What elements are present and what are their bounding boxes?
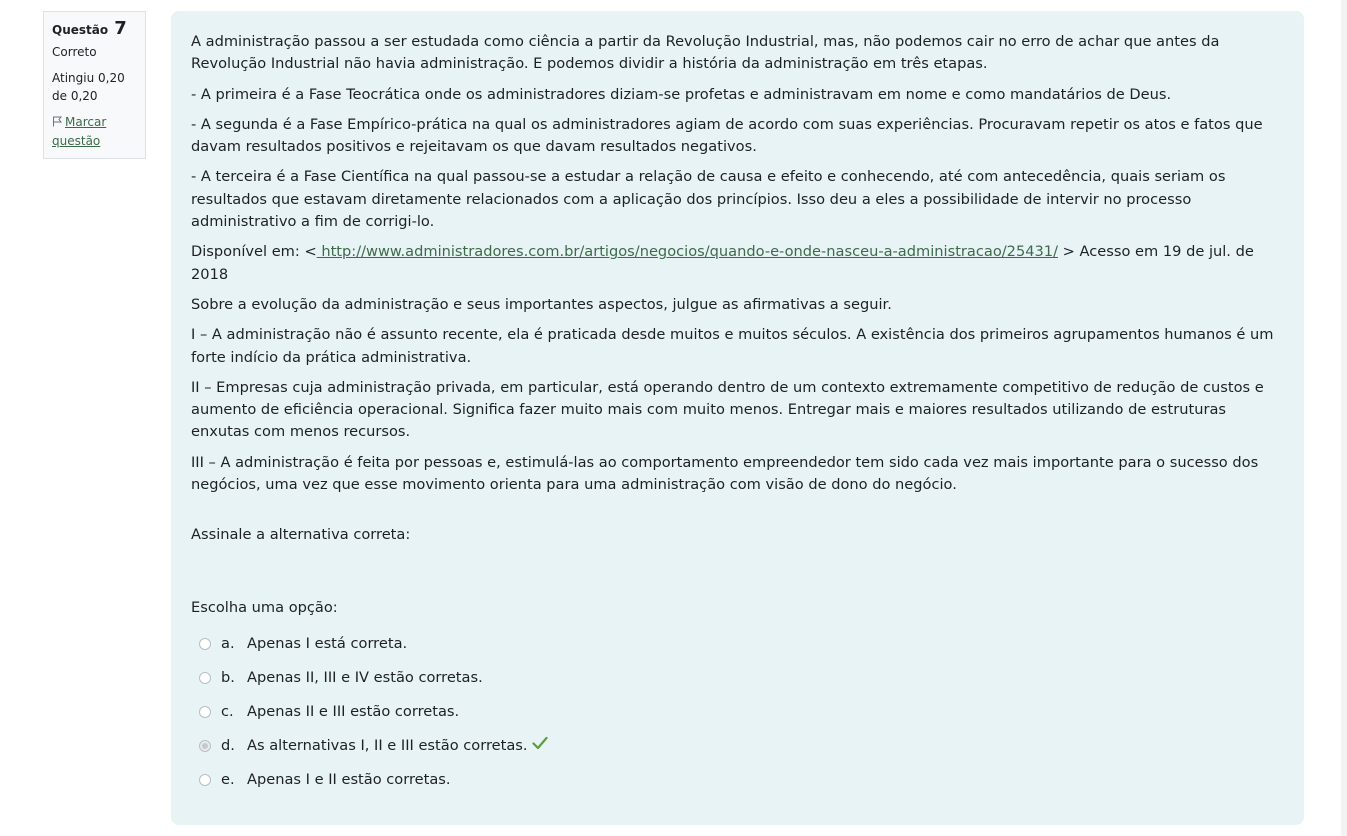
option-e[interactable] bbox=[199, 763, 1284, 797]
question-number-value: 7 bbox=[114, 18, 127, 39]
option-text: Apenas I e II estão corretas. bbox=[247, 770, 451, 788]
scrollbar-track[interactable] bbox=[1341, 0, 1347, 836]
question-label: Questão bbox=[52, 23, 109, 37]
option-text: As alternativas I, II e III estão corretas. bbox=[247, 736, 528, 754]
option-d[interactable] bbox=[199, 729, 1284, 763]
statement-iii: III – A administração é feita por pessoas e, estimulá-las ao comportamento empreendedor tem sido cada vez mais importante para o sucesso dos negócios, uma vez que esse movimento orienta para uma administração com visão de dono do negócio. bbox=[191, 453, 1259, 494]
question-prompt: Assinale a alternativa correta: bbox=[191, 526, 411, 544]
option-e-radio[interactable] bbox=[199, 774, 211, 786]
phase-3-paragraph: - A terceira é a Fase Científica na qual passou-se a estudar a relação de causa e efeito e conhecendo, até com antecedência, quais seriam os resultados que estavam diretamente relacionados com a aplicação dos princípios. Isso deu a eles a possibilidade de intervir no processo administrativo a fim de corrigi-lo. bbox=[191, 168, 1226, 231]
grade-line-1: Atingiu 0,20 bbox=[52, 71, 125, 85]
option-letter: e. bbox=[221, 770, 235, 788]
option-text: Apenas I está correta. bbox=[247, 634, 408, 652]
phase-1-paragraph: - A primeira é a Fase Teocrática onde os administradores diziam-se profetas e administravam em nome e como mandatários de Deus. bbox=[191, 85, 1172, 103]
answer-options bbox=[191, 627, 1284, 797]
source-paragraph bbox=[191, 241, 1284, 286]
flag-link-line-1[interactable]: Marcar bbox=[65, 115, 107, 129]
option-c[interactable] bbox=[199, 695, 1284, 729]
question-number bbox=[52, 20, 137, 39]
phase-2-paragraph: - A segunda é a Fase Empírico-prática na qual os administradores agiam de acordo com suas experiências. Procuravam repetir os atos e fatos que davam resultados positivos e rejeitavam os que davam resultados negativos. bbox=[191, 115, 1263, 156]
question-state: Correto bbox=[52, 45, 97, 59]
judge-paragraph: Sobre a evolução da administração e seus importantes aspectos, julgue as afirmativas a seguir. bbox=[191, 295, 892, 313]
option-letter: c. bbox=[221, 702, 234, 720]
option-letter: a. bbox=[221, 634, 235, 652]
option-b-radio[interactable] bbox=[199, 672, 211, 684]
option-text: Apenas II, III e IV estão corretas. bbox=[247, 668, 483, 686]
source-link[interactable]: http://www.administradores.com.br/artigos/negocios/quando-e-onde-nasceu-a-administracao/25431/ bbox=[316, 243, 1059, 261]
flag-question[interactable] bbox=[52, 113, 137, 150]
intro-paragraph: A administração passou a ser estudada como ciência a partir da Revolução Industrial, mas, não podemos cair no erro de achar que antes da Revolução Industrial não havia administração. E podemos dividir a história da administração em três etapas. bbox=[191, 33, 1220, 73]
choose-option-label: Escolha uma opção: bbox=[191, 598, 338, 616]
option-letter: d. bbox=[221, 736, 235, 754]
flag-icon[interactable] bbox=[52, 114, 63, 132]
statement-i: I – A administração não é assunto recente, ela é praticada desde muitos e muitos séculos. A existência dos primeiros agrupamentos humanos é um forte indício da prática administrativa. bbox=[191, 326, 1274, 366]
option-a[interactable] bbox=[199, 627, 1284, 661]
option-letter: b. bbox=[221, 668, 235, 686]
source-prefix: Disponível em: < bbox=[191, 243, 317, 261]
grade-line-2: de 0,20 bbox=[52, 89, 98, 103]
option-a-radio[interactable] bbox=[199, 638, 211, 650]
option-d-radio[interactable] bbox=[199, 740, 211, 752]
question-content bbox=[171, 11, 1304, 825]
question-grade bbox=[52, 69, 137, 105]
statement-ii: II – Empresas cuja administração privada, em particular, está operando dentro de um contexto extremamente competitivo de redução de custos e aumento de eficiência operacional. Significa fazer muito mais com muito menos. Entregar mais e maiores resultados utilizando de estruturas enxutas com menos recursos. bbox=[191, 378, 1264, 441]
source-suffix: > Acesso em 19 de jul. de 2018 bbox=[191, 243, 1254, 283]
flag-link-line-2[interactable]: questão bbox=[52, 134, 101, 148]
question-info-panel bbox=[43, 11, 146, 159]
check-icon bbox=[532, 735, 548, 757]
option-c-radio[interactable] bbox=[199, 706, 211, 718]
option-text: Apenas II e III estão corretas. bbox=[247, 702, 460, 720]
option-b[interactable] bbox=[199, 661, 1284, 695]
